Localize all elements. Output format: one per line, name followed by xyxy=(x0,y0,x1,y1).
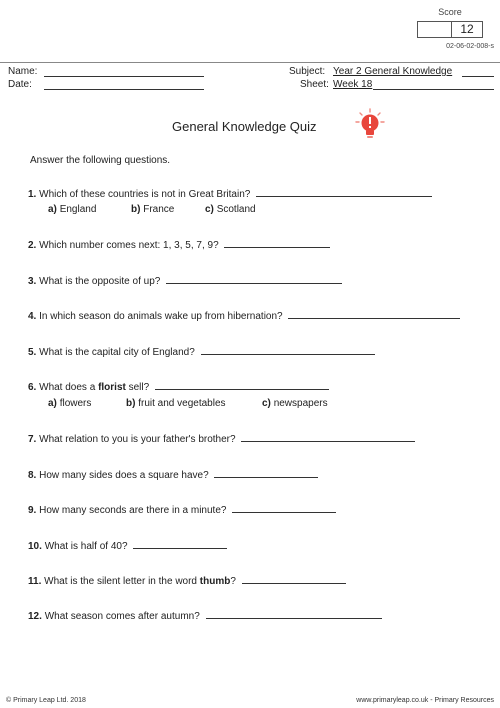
question-text: What is the silent letter in the word xyxy=(44,576,197,587)
question-9 xyxy=(28,503,336,517)
question-number: 12. xyxy=(28,611,42,622)
sheet-value: Week 18 xyxy=(333,79,373,90)
footer-copyright: © Primary Leap Ltd. 2018 xyxy=(6,697,86,704)
name-label: Name: xyxy=(8,66,38,77)
answer-line[interactable] xyxy=(206,609,382,619)
option-1c: c) Scotland xyxy=(205,204,256,215)
sheet-underline xyxy=(373,89,494,90)
answer-line[interactable] xyxy=(241,432,415,442)
question-number: 6. xyxy=(28,382,37,393)
question-number: 3. xyxy=(28,276,37,287)
score-label: Score xyxy=(438,7,462,17)
question-text: What season comes after autumn? xyxy=(44,611,200,622)
subject-label: Subject: xyxy=(289,66,326,77)
question-keyword: florist xyxy=(98,382,126,393)
lightbulb-exclamation-icon xyxy=(355,108,385,142)
answer-line[interactable] xyxy=(166,274,342,284)
answer-line[interactable] xyxy=(133,539,227,549)
score-value: 12 xyxy=(460,22,474,36)
question-text: What does a xyxy=(39,382,96,393)
answer-line[interactable] xyxy=(214,468,318,478)
answer-line[interactable] xyxy=(155,380,329,390)
question-11 xyxy=(28,574,346,588)
question-4 xyxy=(28,309,460,323)
question-12 xyxy=(28,609,382,623)
date-label: Date: xyxy=(8,79,32,90)
subject-value: Year 2 General Knowledge xyxy=(333,66,453,77)
question-text: Which number comes next: 1, 3, 5, 7, 9? xyxy=(39,240,219,251)
question-1 xyxy=(28,187,432,201)
question-text: What relation to you is your father's brother? xyxy=(39,434,236,445)
question-number: 4. xyxy=(28,311,37,322)
sheet-label: Sheet: xyxy=(300,79,329,90)
question-number: 5. xyxy=(28,347,37,358)
question-text: What is the opposite of up? xyxy=(39,276,161,287)
question-text: ? xyxy=(230,576,236,587)
question-text: Which of these countries is not in Great Britain? xyxy=(39,189,251,200)
question-7 xyxy=(28,432,415,446)
question-number: 9. xyxy=(28,505,37,516)
question-number: 11. xyxy=(28,576,42,587)
option-6b: b) fruit and vegetables xyxy=(126,398,226,409)
instructions: Answer the following questions. xyxy=(30,155,171,166)
page-title: General Knowledge Quiz xyxy=(172,119,317,134)
question-text: What is the capital city of England? xyxy=(39,347,195,358)
answer-line[interactable] xyxy=(242,574,346,584)
question-5 xyxy=(28,345,375,359)
option-6a: a) flowers xyxy=(48,398,92,409)
worksheet-code: 02-06-02-008-s xyxy=(446,43,494,50)
date-field[interactable] xyxy=(44,89,204,90)
question-number: 8. xyxy=(28,470,37,481)
question-3 xyxy=(28,274,342,288)
option-1a: a) England xyxy=(48,204,97,215)
footer-website[interactable]: www.primaryleap.co.uk - Primary Resources xyxy=(356,697,494,704)
question-text: In which season do animals wake up from hibernation? xyxy=(39,311,283,322)
answer-line[interactable] xyxy=(232,503,336,513)
question-text: What is half of 40? xyxy=(44,541,128,552)
option-6c: c) newspapers xyxy=(262,398,328,409)
question-text: How many seconds are there in a minute? xyxy=(39,505,227,516)
question-number: 2. xyxy=(28,240,37,251)
answer-line[interactable] xyxy=(288,309,460,319)
subject-underline xyxy=(462,76,494,77)
question-number: 7. xyxy=(28,434,37,445)
name-field[interactable] xyxy=(44,76,204,77)
question-text: How many sides does a square have? xyxy=(39,470,209,481)
header-divider xyxy=(0,62,500,63)
question-number: 10. xyxy=(28,541,42,552)
question-8 xyxy=(28,468,318,482)
question-6 xyxy=(28,380,329,394)
option-1b: b) France xyxy=(131,204,175,215)
answer-line[interactable] xyxy=(224,238,330,248)
question-keyword: thumb xyxy=(199,576,231,587)
answer-line[interactable] xyxy=(256,187,432,197)
question-10 xyxy=(28,539,227,553)
question-text: sell? xyxy=(128,382,150,393)
answer-line[interactable] xyxy=(201,345,375,355)
question-2 xyxy=(28,238,330,252)
question-number: 1. xyxy=(28,189,37,200)
